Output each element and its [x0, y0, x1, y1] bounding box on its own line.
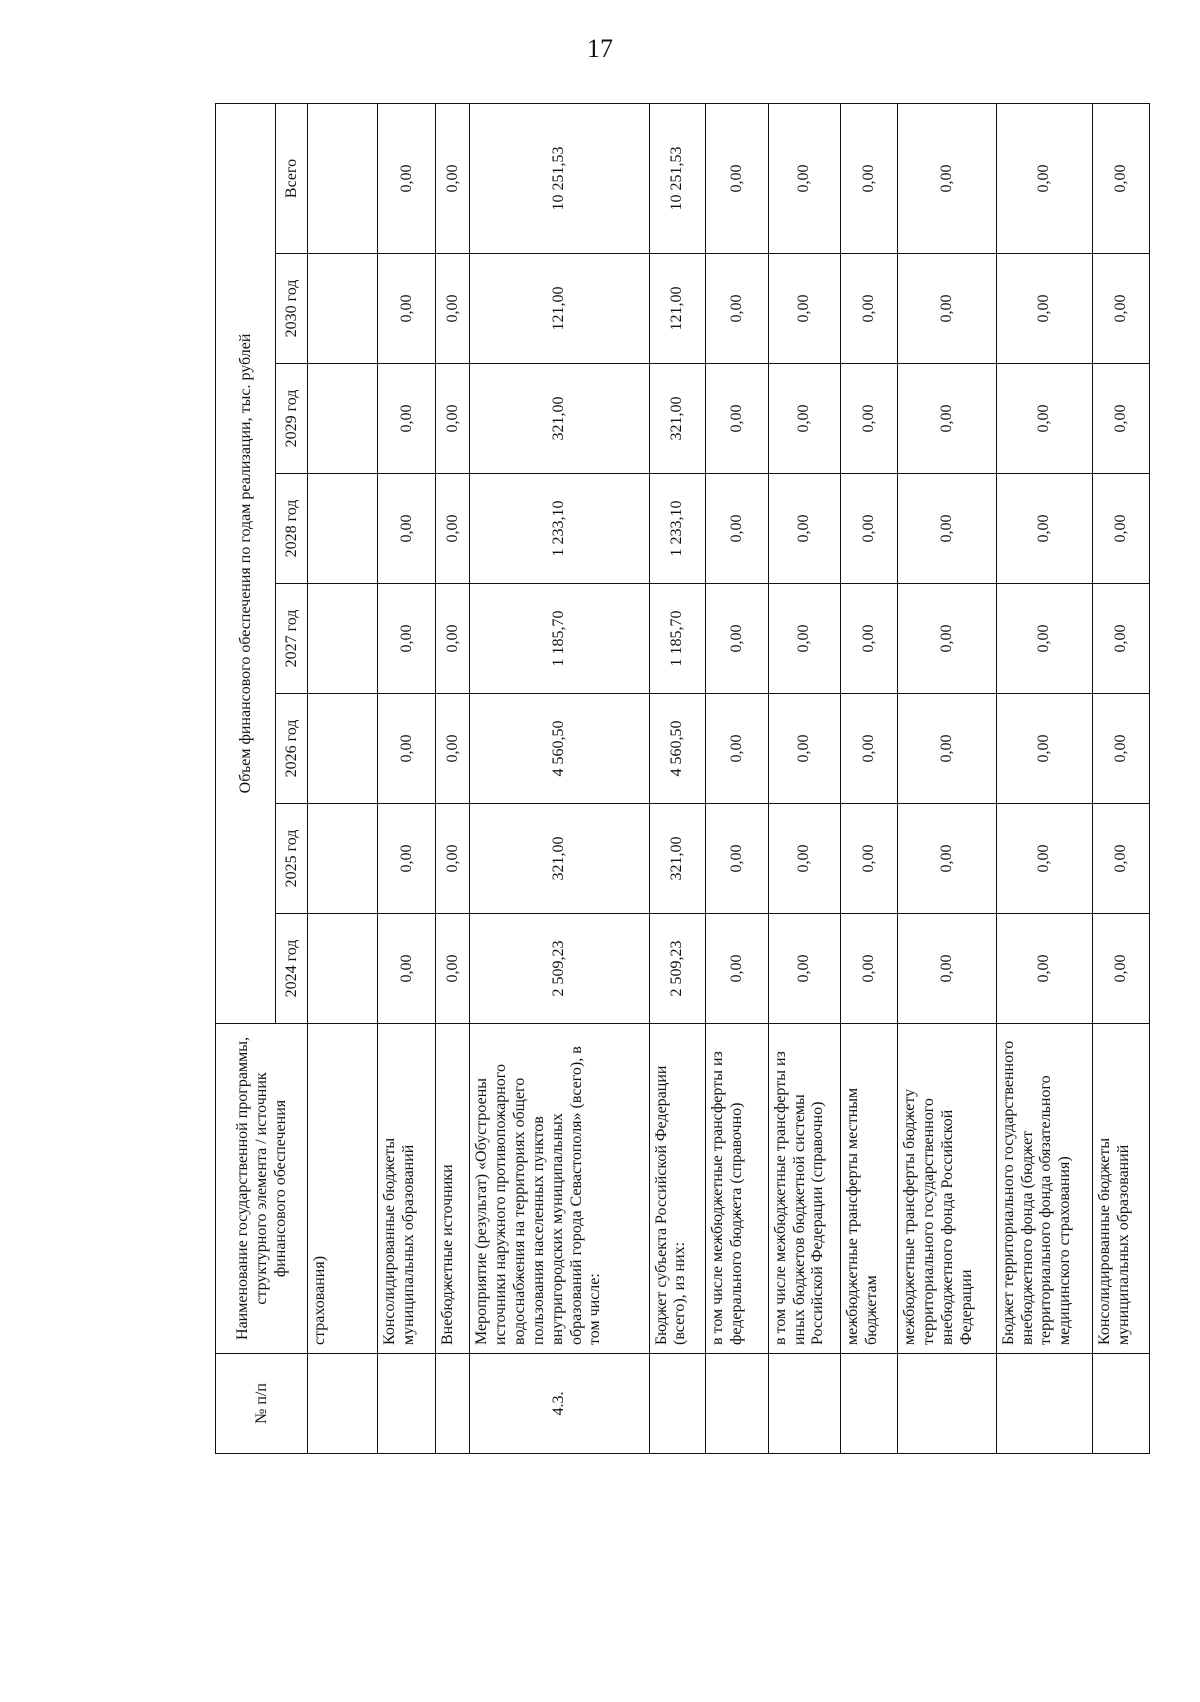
header-year: 2026 год — [276, 694, 308, 804]
row-name: Мероприятие (результат) «Обустроены источники наружного противопожарного водоснабжения на территориях общего пользования населенных пунктов внутригородских муниципальных образований города Севастополя» (всего), в том числе: — [470, 1024, 649, 1354]
row-value: 0,00 — [1093, 584, 1150, 694]
row-value: 0,00 — [768, 694, 841, 804]
row-value — [308, 914, 378, 1024]
row-value: 0,00 — [378, 364, 436, 474]
row-value: 121,00 — [649, 254, 706, 364]
header-num: № п/п — [216, 1354, 308, 1454]
row-name: Бюджет территориального государственного внебюджетного фонда (бюджет территориального фонда обязательного медицинского страхования) — [996, 1024, 1092, 1354]
row-value: 0,00 — [768, 584, 841, 694]
table-row — [706, 103, 768, 1453]
header-year: 2027 год — [276, 584, 308, 694]
page-number: 17 — [587, 34, 613, 63]
row-name: межбюджетные трансферты бюджету территориального государственного внебюджетного фонда Российской Федерации — [898, 1024, 997, 1354]
row-value: 0,00 — [898, 584, 997, 694]
row-value: 4 560,50 — [649, 694, 706, 804]
row-value: 2 509,23 — [470, 914, 649, 1024]
row-total: 0,00 — [706, 103, 768, 253]
row-number — [996, 1354, 1092, 1454]
rotated-table-container — [215, 104, 1150, 1454]
row-value: 0,00 — [378, 804, 436, 914]
row-value: 0,00 — [841, 914, 898, 1024]
header-year: 2028 год — [276, 474, 308, 584]
row-value: 0,00 — [996, 914, 1092, 1024]
row-value: 121,00 — [470, 254, 649, 364]
row-name: Консолидированные бюджеты муниципальных образований — [1093, 1024, 1150, 1354]
row-value: 0,00 — [436, 254, 470, 364]
row-number — [649, 1354, 706, 1454]
row-value: 0,00 — [378, 254, 436, 364]
row-total: 10 251,53 — [649, 103, 706, 253]
row-value: 0,00 — [898, 364, 997, 474]
table-row — [378, 103, 436, 1453]
row-value: 0,00 — [898, 914, 997, 1024]
row-number — [436, 1354, 470, 1454]
row-total: 0,00 — [378, 103, 436, 253]
row-value: 0,00 — [706, 254, 768, 364]
table-row — [841, 103, 898, 1453]
row-number — [1093, 1354, 1150, 1454]
row-value: 0,00 — [841, 584, 898, 694]
table-row — [898, 103, 997, 1453]
row-value: 0,00 — [996, 254, 1092, 364]
financing-table — [215, 103, 1150, 1454]
header-year: 2025 год — [276, 804, 308, 914]
table-row — [436, 103, 470, 1453]
row-value — [308, 474, 378, 584]
row-name: Внебюджетные источники — [436, 1024, 470, 1354]
row-name: в том числе межбюджетные трансферты из иных бюджетов бюджетной системы Российской Федерации (справочно) — [768, 1024, 841, 1354]
table-body — [308, 103, 1150, 1453]
row-value: 0,00 — [436, 584, 470, 694]
row-value: 0,00 — [436, 914, 470, 1024]
row-value: 321,00 — [649, 804, 706, 914]
header-year: 2024 год — [276, 914, 308, 1024]
row-value: 0,00 — [436, 364, 470, 474]
row-name: в том числе межбюджетные трансферты из федерального бюджета (справочно) — [706, 1024, 768, 1354]
row-value: 0,00 — [378, 584, 436, 694]
row-number: 4.3. — [470, 1354, 649, 1454]
row-value: 1 185,70 — [649, 584, 706, 694]
row-number — [841, 1354, 898, 1454]
row-value: 0,00 — [706, 584, 768, 694]
header-volume: Объем финансового обеспечения по годам реализации, тыс. рублей — [216, 103, 276, 1023]
row-total — [308, 103, 378, 253]
row-value: 0,00 — [706, 364, 768, 474]
table-row — [1093, 103, 1150, 1453]
row-value: 0,00 — [768, 914, 841, 1024]
row-number — [308, 1354, 378, 1454]
row-value: 0,00 — [1093, 914, 1150, 1024]
row-number — [706, 1354, 768, 1454]
row-value: 0,00 — [1093, 694, 1150, 804]
row-value: 0,00 — [841, 804, 898, 914]
row-total: 0,00 — [436, 103, 470, 253]
row-value: 321,00 — [649, 364, 706, 474]
row-number — [378, 1354, 436, 1454]
row-number — [768, 1354, 841, 1454]
row-value: 0,00 — [996, 474, 1092, 584]
row-name: Бюджет субъекта Российской Федерации (всего), из них: — [649, 1024, 706, 1354]
row-value: 0,00 — [898, 254, 997, 364]
row-value: 0,00 — [378, 694, 436, 804]
row-total: 0,00 — [1093, 103, 1150, 253]
row-value: 0,00 — [768, 474, 841, 584]
row-value: 0,00 — [996, 584, 1092, 694]
row-value: 1 185,70 — [470, 584, 649, 694]
row-value: 0,00 — [706, 914, 768, 1024]
row-value: 0,00 — [1093, 254, 1150, 364]
header-year: 2030 год — [276, 254, 308, 364]
row-value: 2 509,23 — [649, 914, 706, 1024]
row-value — [308, 584, 378, 694]
table-row — [996, 103, 1092, 1453]
table-row — [768, 103, 841, 1453]
header-row-1 — [216, 103, 276, 1453]
row-value: 0,00 — [378, 914, 436, 1024]
row-value: 0,00 — [1093, 474, 1150, 584]
row-value: 321,00 — [470, 364, 649, 474]
row-name: страхования) — [308, 1024, 378, 1354]
row-value: 4 560,50 — [470, 694, 649, 804]
row-value: 0,00 — [706, 694, 768, 804]
row-value: 0,00 — [436, 474, 470, 584]
row-value: 0,00 — [768, 254, 841, 364]
row-value: 0,00 — [898, 804, 997, 914]
row-total: 0,00 — [996, 103, 1092, 253]
row-value: 0,00 — [841, 364, 898, 474]
row-value: 0,00 — [996, 804, 1092, 914]
row-value: 0,00 — [436, 694, 470, 804]
row-total: 0,00 — [898, 103, 997, 253]
row-value: 0,00 — [706, 804, 768, 914]
row-name: Консолидированные бюджеты муниципальных образований — [378, 1024, 436, 1354]
row-value: 0,00 — [898, 694, 997, 804]
row-value: 0,00 — [768, 364, 841, 474]
row-value: 0,00 — [768, 804, 841, 914]
row-value: 0,00 — [841, 694, 898, 804]
row-value — [308, 254, 378, 364]
table-row — [649, 103, 706, 1453]
row-value: 0,00 — [996, 364, 1092, 474]
row-value: 1 233,10 — [470, 474, 649, 584]
row-value: 0,00 — [1093, 804, 1150, 914]
row-value — [308, 694, 378, 804]
table-row — [470, 103, 649, 1453]
row-value: 0,00 — [1093, 364, 1150, 474]
row-name: межбюджетные трансферты местным бюджетам — [841, 1024, 898, 1354]
header-name: Наименование государственной программы, структурного элемента / источник финансового обеспечения — [216, 1024, 308, 1354]
row-total: 10 251,53 — [470, 103, 649, 253]
row-value: 0,00 — [841, 254, 898, 364]
row-value — [308, 804, 378, 914]
row-total: 0,00 — [768, 103, 841, 253]
table-row — [308, 103, 378, 1453]
row-value: 0,00 — [996, 694, 1092, 804]
header-year: 2029 год — [276, 364, 308, 474]
row-total: 0,00 — [841, 103, 898, 253]
row-value — [308, 364, 378, 474]
header-total: Всего — [276, 103, 308, 253]
row-value: 1 233,10 — [649, 474, 706, 584]
row-value: 0,00 — [706, 474, 768, 584]
row-value: 0,00 — [898, 474, 997, 584]
row-value: 0,00 — [841, 474, 898, 584]
row-value: 0,00 — [436, 804, 470, 914]
row-value: 0,00 — [378, 474, 436, 584]
row-number — [898, 1354, 997, 1454]
row-value: 321,00 — [470, 804, 649, 914]
